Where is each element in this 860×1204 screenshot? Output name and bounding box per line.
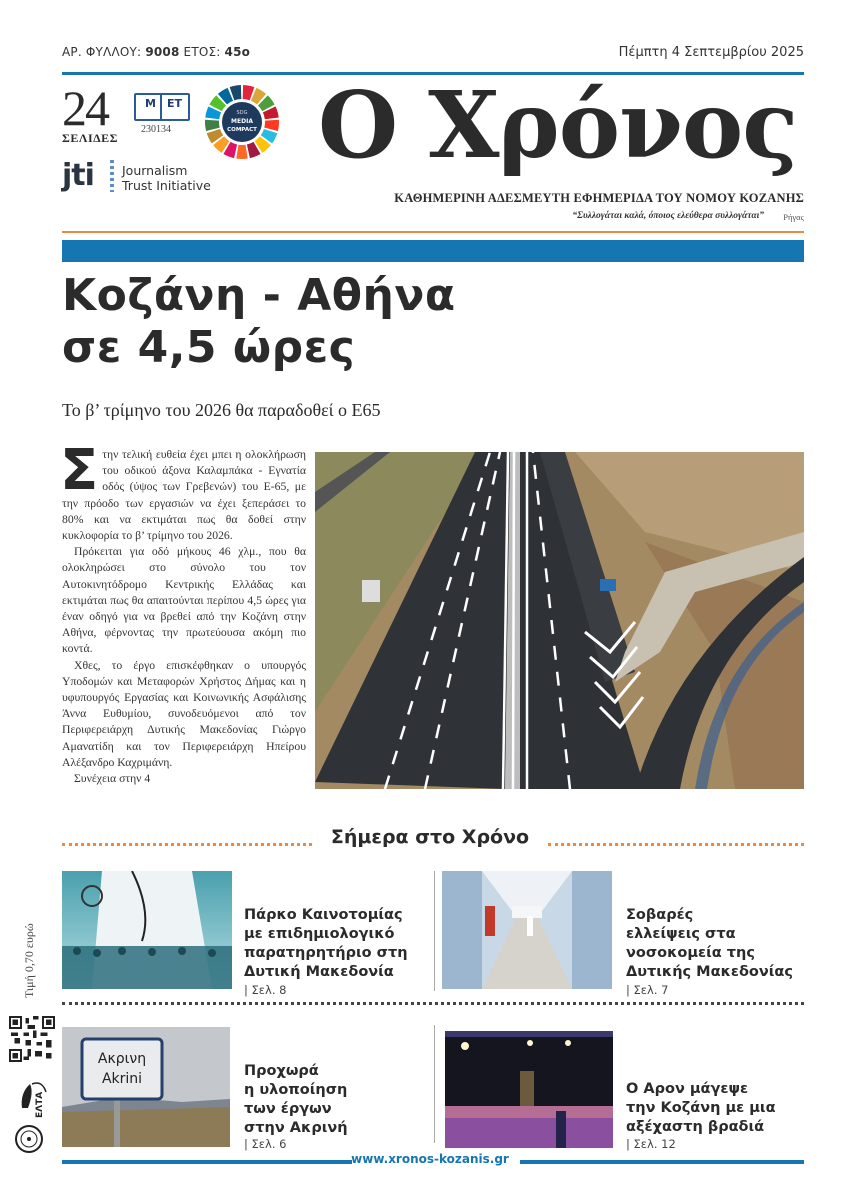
row-divider xyxy=(62,1002,804,1005)
item-title[interactable] xyxy=(244,1062,348,1138)
lead-subheading: Το β’ τρίμηνο του 2026 θα παραδοθεί ο Ε65 xyxy=(62,400,381,420)
masthead-quote: “Συλλογάται καλά, όποιος ελεύθερα συλλογάται” xyxy=(572,211,764,221)
item-photo-concert[interactable] xyxy=(445,1031,613,1148)
blue-band xyxy=(62,240,804,262)
item-title[interactable] xyxy=(244,906,408,982)
section-dots-left xyxy=(62,843,312,846)
article-paragraph-text: την τελική ευθεία έχει μπει η ολοκλήρωση του οδικού άξονα Καλαμπάκα - Εγνατία οδός (ύψος των Γρεβενών) του Ε-65, με την πρόοδο των εργασιών να έχει ξεπεράσει το 80% και να εκτιμάται πως θα δοθεί στην κυκλοφορία το β’ τρίμηνο του 2026. xyxy=(62,448,306,543)
issue-number: 9008 xyxy=(145,45,180,59)
met-logo-left: Μ xyxy=(145,97,156,110)
section-title: Σήμερα στο Χρόνο xyxy=(321,826,539,848)
item-photo-hospital[interactable] xyxy=(442,871,612,989)
item-title-line: ελλείψεις στα xyxy=(626,926,736,942)
item-title[interactable] xyxy=(626,906,793,982)
item-title-line: αξέχαστη βραδιά xyxy=(626,1119,765,1135)
item-title-line: την Κοζάνη με μια xyxy=(626,1100,776,1116)
item-title-line: νοσοκομεία της xyxy=(626,945,755,961)
sdg-segment xyxy=(236,145,247,159)
year-number: 45ο xyxy=(224,45,251,59)
item-title-line: παρατηρητήριο στη xyxy=(244,945,408,961)
met-logo-right: ΕΤ xyxy=(167,97,183,110)
drop-cap: Σ xyxy=(60,438,99,503)
continued-link[interactable]: Συνέχεια στην 4 xyxy=(74,772,151,786)
item-page-ref[interactable]: | Σελ. 7 xyxy=(626,983,669,997)
qr-code-icon[interactable] xyxy=(9,1016,55,1062)
price-text: Τιμή 0,70 ευρώ xyxy=(22,923,36,998)
pages-label: ΣΕΛΙΔΕΣ xyxy=(62,131,118,145)
footer-url-link[interactable]: www.xronos-kozanis.gr xyxy=(351,1152,509,1166)
item-title-line: Ο Αρον μάγεψε xyxy=(626,1081,749,1097)
lead-headline-line2: σε 4,5 ώρες xyxy=(62,322,356,373)
article-paragraph: Πρόκειται για οδό μήκους 46 χλμ., που θα ολοκληρώσει στο σύνολο του τον Αυτοκινητόδρομο Κεντρικής Ελλάδας και εκτιμάται πως θα απαιτούνται περίπου 4,5 ώρες για έναν οδηγό για να βρεθεί από την Κοζάνη στην Αθήνα, φέρνοντας την πρωτεύουσα ακόμη πιο κοντά. xyxy=(62,545,306,656)
column-divider xyxy=(434,871,435,991)
met-logo xyxy=(134,93,190,121)
item-title-line: η υλοποίηση xyxy=(244,1082,348,1098)
issue-date: Πέμπτη 4 Σεπτεμβρίου 2025 xyxy=(618,45,804,60)
sdg-text-2: MEDIA xyxy=(231,118,253,125)
item-page-ref[interactable]: | Σελ. 12 xyxy=(626,1137,676,1151)
article-paragraph: Χθες, το έργο επισκέφθηκαν ο υπουργός Υποδομών και Μεταφορών Χρήστος Δήμας και η υφυπουργός Εργασίας και Κοινωνικής Ασφάλισης Άννα Ευθυμίου, συνοδευόμενοι από τον Περιφερειάρχη Δυτικής Μακεδονίας Γιώργο Αμανατίδη και τον Περιφερειάρχη Ηπείρου Αλέξανδρο Καχριμάνη. xyxy=(62,658,306,769)
jti-divider xyxy=(110,160,114,192)
item-page-ref[interactable]: | Σελ. 6 xyxy=(244,1137,287,1151)
met-number: 230134 xyxy=(141,124,171,135)
lead-headline xyxy=(62,270,456,374)
item-title-line: Πάρκο Καινοτομίας xyxy=(244,907,403,923)
price-label xyxy=(18,880,38,1000)
masthead-title: Ο Χρόνος xyxy=(318,71,798,179)
year-label: ΕΤΟΣ: xyxy=(183,45,221,59)
item-title-line: με επιδημιολογικό xyxy=(244,926,395,942)
item-title-line: Δυτική Μακεδονία xyxy=(244,964,394,980)
sign-text-1: Ακρινη xyxy=(97,1051,147,1067)
item-title-line: Σοβαρές xyxy=(626,907,694,923)
elta-logo-icon xyxy=(16,1078,50,1120)
section-header xyxy=(0,826,860,848)
article-paragraph xyxy=(60,438,306,544)
jti-logo: jti xyxy=(62,158,94,193)
sdg-media-compact-logo xyxy=(204,84,280,160)
jti-text xyxy=(122,163,211,193)
sign-text-2: Akrini xyxy=(101,1071,143,1087)
item-title-line: στην Ακρινή xyxy=(244,1120,348,1136)
lead-photo-highway[interactable] xyxy=(315,452,804,789)
lead-headline-line1: Κοζάνη - Αθήνα xyxy=(62,270,456,321)
jti-text-line2: Trust Initiative xyxy=(122,178,211,193)
issue-info xyxy=(62,45,250,59)
sdg-segment xyxy=(264,120,279,131)
item-title-line: των έργων xyxy=(244,1101,332,1117)
lead-article-body xyxy=(60,438,306,787)
item-photo-doctor[interactable] xyxy=(62,871,232,989)
sdg-text-1: SDG xyxy=(236,110,248,116)
item-title[interactable] xyxy=(626,1080,776,1137)
elta-label: ΕΛΤΑ xyxy=(35,1091,45,1118)
item-photo-akrini-sign[interactable] xyxy=(62,1027,230,1147)
section-dots-right xyxy=(548,843,804,846)
item-title-line: Προχωρά xyxy=(244,1063,319,1079)
sdg-segment xyxy=(205,120,220,131)
masthead-quote-author: Ρήγας xyxy=(783,212,804,222)
masthead-tagline: ΚΑΘΗΜΕΡΙΝΗ ΑΔΕΣΜΕΥΤΗ ΕΦΗΜΕΡΙΔΑ ΤΟΥ ΝΟΜΟΥ ΚΟΖΑΝΗΣ xyxy=(394,191,804,205)
item-page-ref[interactable]: | Σελ. 8 xyxy=(244,983,287,997)
sdg-text-3: COMPACT xyxy=(227,127,257,133)
seal-icon xyxy=(14,1124,44,1154)
issue-label: ΑΡ. ΦΥΛΛΟΥ: xyxy=(62,45,142,59)
item-title-line: Δυτικής Μακεδονίας xyxy=(626,964,793,980)
pages-count: 24 xyxy=(62,80,108,136)
jti-text-line1: Journalism xyxy=(122,163,188,178)
orange-rule xyxy=(62,231,804,233)
column-divider xyxy=(434,1025,435,1143)
